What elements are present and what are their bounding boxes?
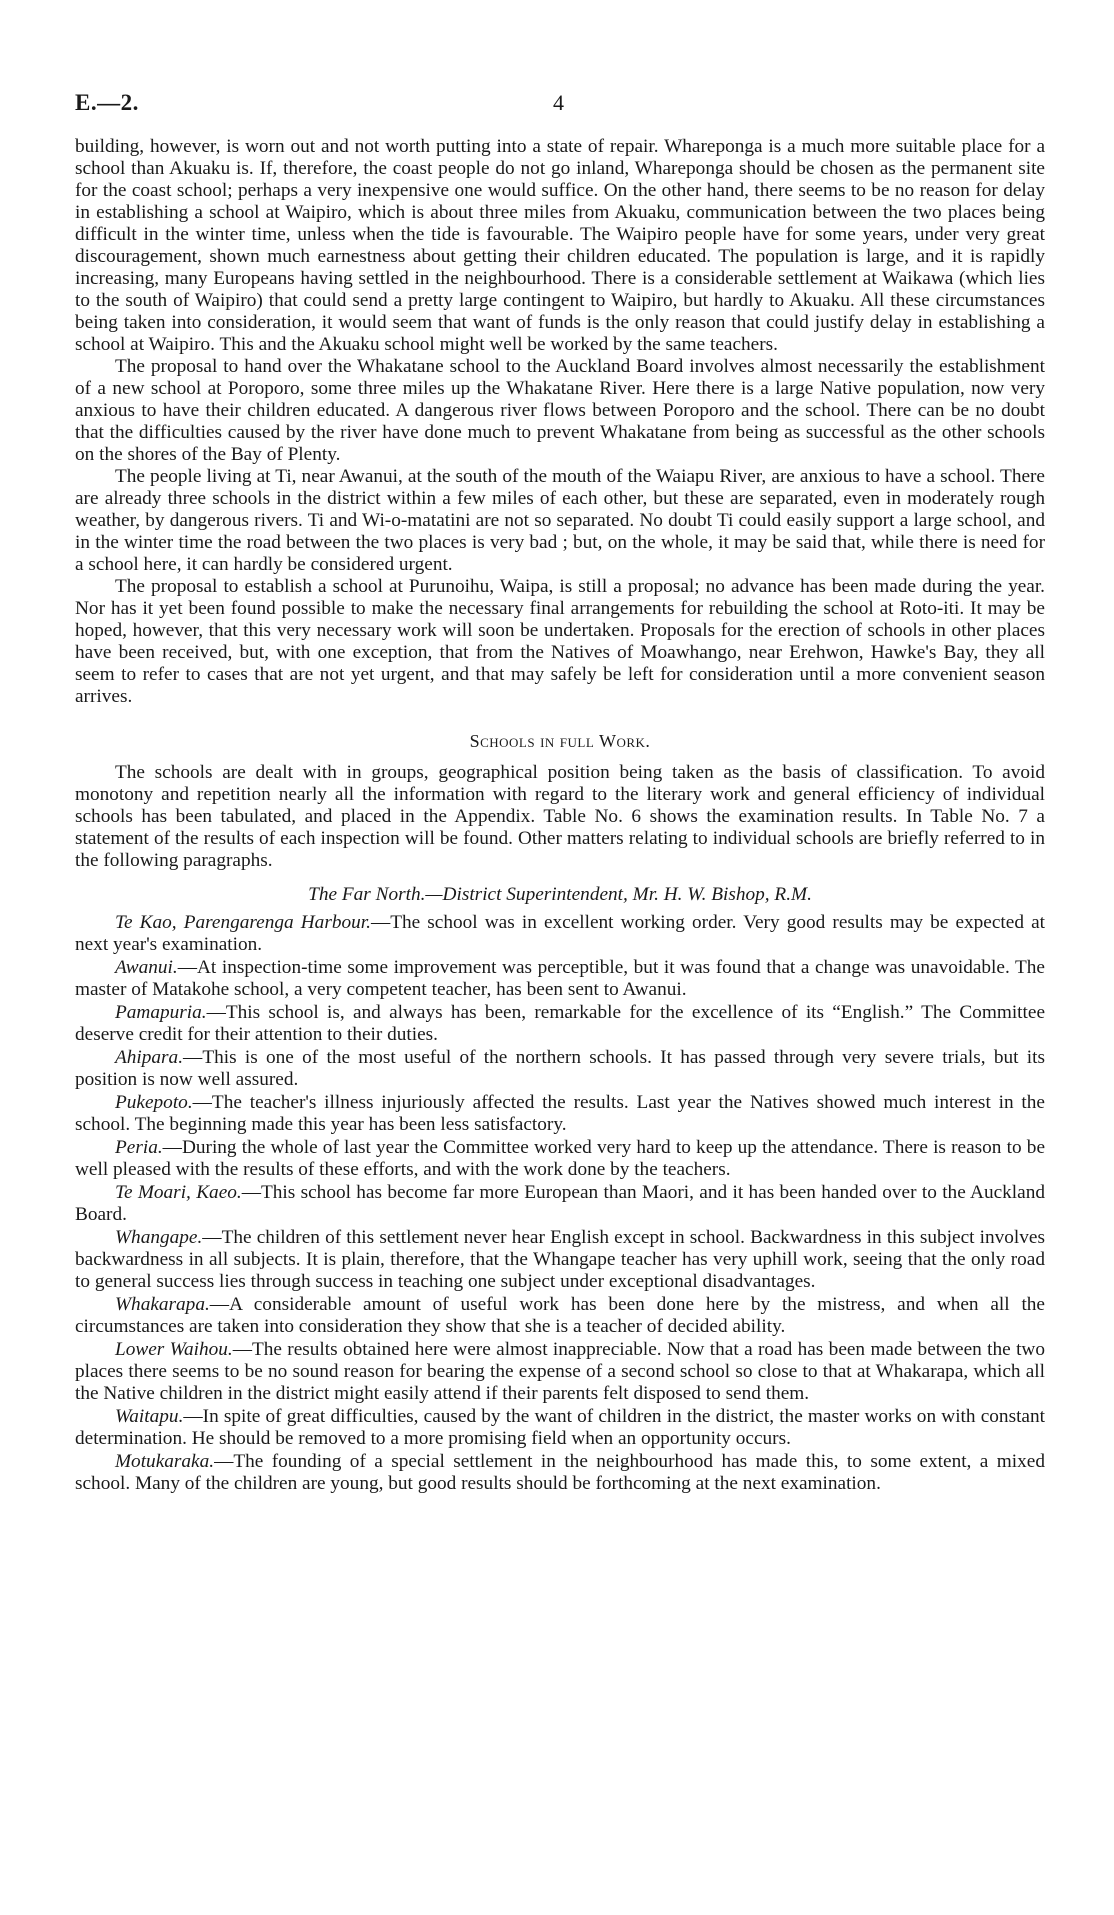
school-report: —In spite of great difficulties, caused by the want of children in the district, the master works on with constant determination. He should be removed to a more promising field when an opportunity occurs. <box>75 1406 1045 1449</box>
school-report: —During the whole of last year the Committee worked very hard to keep up the attendance. There is reason to be well pleased with the results of these efforts, and with the work done by the teachers. <box>75 1137 1045 1180</box>
school-name: Te Kao, Parengarenga Harbour. <box>115 912 371 933</box>
school-entry <box>75 1182 1045 1226</box>
school-name: Whakarapa. <box>115 1294 210 1315</box>
school-report: —This school has become far more European than Maori, and it has been handed over to the Auckland Board. <box>75 1182 1045 1225</box>
school-report: —A considerable amount of useful work has been done here by the mistress, and when all the circumstances are taken into consideration they show that she is a teacher of decided ability. <box>75 1294 1045 1337</box>
body-text <box>75 136 1045 1496</box>
school-report: —The results obtained here were almost inappreciable. Now that a road has been made between the two places there seems to be no sound reason for bearing the expense of a second school so close to that at Whakarapa, which all the Native children in the district might easily attend if their parents felt disposed to send them. <box>75 1339 1045 1404</box>
school-report: —At inspection-time some improvement was perceptible, but it was found that a change was unavoidable. The master of Matakohe school, a very competent teacher, has been sent to Awanui. <box>75 957 1045 1000</box>
school-entry <box>75 1339 1045 1405</box>
school-entry <box>75 1406 1045 1450</box>
document-code: E.—2. <box>75 90 139 115</box>
school-report: —The founding of a special settlement in the neighbourhood has made this, to some extent, a mixed school. Many of the children are young, but good results should be forthcoming at the next examination. <box>75 1451 1045 1494</box>
school-name: Waitapu. <box>115 1406 184 1427</box>
school-report: —This is one of the most useful of the northern schools. It has passed through very severe trials, but its position is now well assured. <box>75 1047 1045 1090</box>
school-entry <box>75 1294 1045 1338</box>
paragraph: The proposal to hand over the Whakatane school to the Auckland Board involves almost necessarily the establishment of a new school at Poroporo, some three miles up the Whakatane River. Here there is a large Native population, now very anxious to have their children educated. A dangerous river flows between Poroporo and the school. There can be no doubt that the difficulties caused by the river have done much to prevent Whakatane from being as successful as the other schools on the shores of the Bay of Plenty. <box>75 356 1045 465</box>
school-entry <box>75 1137 1045 1181</box>
section-paragraph: The schools are dealt with in groups, geographical position being taken as the basis of classification. To avoid monotony and repetition nearly all the information with regard to the literary work and general efficiency of individual schools has been tabulated, and placed in the Appendix. Table No. 6 shows the examination results. In Table No. 7 a statement of the results of each inspection will be found. Other matters relating to individual schools are briefly referred to in the following paragraphs. <box>75 762 1045 871</box>
school-name: Te Moari, Kaeo. <box>115 1182 242 1203</box>
paragraph: The people living at Ti, near Awanui, at the south of the mouth of the Waiapu River, are anxious to have a school. There are already three schools in the district within a few miles of each other, but these are separated, even in moderately rough weather, by dangerous rivers. Ti and Wi-o-matatini are not so separated. No doubt Ti could easily support a large school, and in the winter time the road between the two places is very bad ; but, on the whole, it may be said that, while there is need for a school here, it can hardly be considered urgent. <box>75 466 1045 575</box>
school-name: Pamapuria. <box>115 1002 207 1023</box>
school-name: Pukepoto. <box>115 1092 193 1113</box>
school-entry <box>75 1002 1045 1046</box>
school-name: Awanui. <box>115 957 178 978</box>
school-report: —The teacher's illness injuriously affected the results. Last year the Natives showed much interest in the school. The beginning made this year has been less satisfactory. <box>75 1092 1045 1135</box>
school-name: Motukaraka. <box>115 1451 215 1472</box>
page-header <box>75 90 1045 120</box>
school-name: Ahipara. <box>115 1047 184 1068</box>
section-heading: Schools in full Work. <box>469 731 651 751</box>
district-heading: The Far North.—District Superintendent, Mr. H. W. Bishop, R.M. <box>308 884 812 905</box>
school-name: Whangape. <box>115 1227 203 1248</box>
school-report: —The school was in excellent working order. Very good results may be expected at next year's examination. <box>75 912 1045 955</box>
school-entry <box>75 957 1045 1001</box>
school-entry <box>75 1451 1045 1495</box>
school-entry <box>75 1047 1045 1091</box>
school-report: —The children of this settlement never hear English except in school. Backwardness in this subject involves backwardness in all subjects. It is plain, therefore, that the Whangape teacher has very uphill work, seeing that the only road to general success lies through success in teaching one subject under exceptional disadvantages. <box>75 1227 1045 1292</box>
school-report: —This school is, and always has been, remarkable for the excellence of its “English.” The Committee deserve credit for their attention to their duties. <box>75 1002 1045 1045</box>
school-name: Lower Waihou. <box>115 1339 233 1360</box>
page-number: 4 <box>553 90 564 115</box>
school-name: Peria. <box>115 1137 163 1158</box>
school-entry <box>75 1227 1045 1293</box>
paragraph: The proposal to establish a school at Purunoihu, Waipa, is still a proposal; no advance has been made during the year. Nor has it yet been found possible to make the necessary final arrangements for rebuilding the school at Roto-iti. It may be hoped, however, that this very necessary work will soon be undertaken. Proposals for the erection of schools in other places have been received, but, with one exception, that from the Natives of Moawhango, near Erehwon, Hawke's Bay, they all seem to refer to cases that are not yet urgent, and that may safely be left for consideration until a more convenient season arrives. <box>75 576 1045 707</box>
paragraph: building, however, is worn out and not worth putting into a state of repair. Whareponga is a much more suitable place for a school than Akuaku is. If, therefore, the coast people do not go inland, Whareponga should be chosen as the permanent site for the coast school; perhaps a very inexpensive one would suffice. On the other hand, there seems to be no reason for delay in establishing a school at Waipiro, which is about three miles from Akuaku, communication between the two places being difficult in the winter time, unless when the tide is favourable. The Waipiro people have for some years, under very great discouragement, shown much earnestness about getting their children educated. The population is large, and it is rapidly increasing, many Europeans having settled in the neighbourhood. There is a considerable settlement at Waikawa (which lies to the south of Waipiro) that could send a pretty large contingent to Waipiro, but hardly to Akuaku. All these circumstances being taken into consideration, it would seem that want of funds is the only reason that could justify delay in establishing a school at Waipiro. This and the Akuaku school might well be worked by the same teachers. <box>75 136 1045 355</box>
school-entry <box>75 1092 1045 1136</box>
school-entry <box>75 912 1045 956</box>
